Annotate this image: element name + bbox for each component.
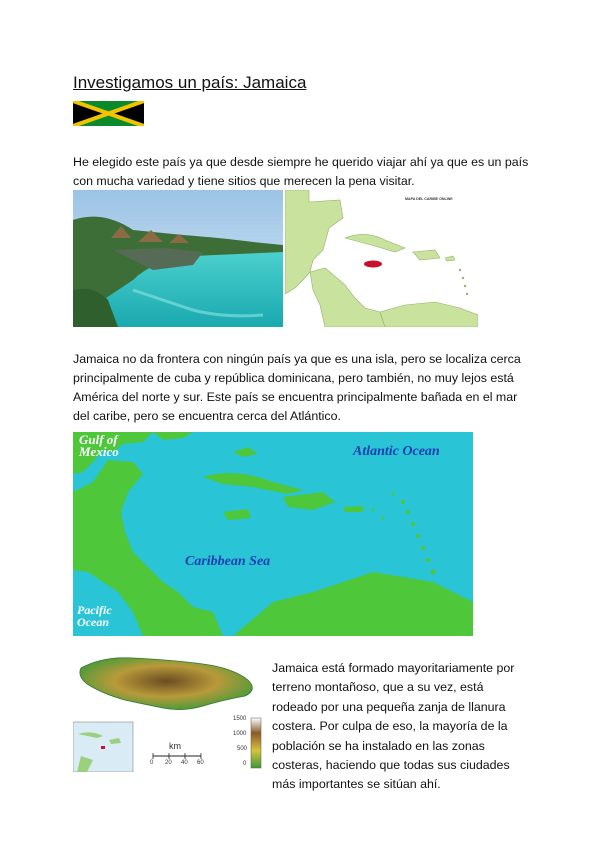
caribbean-location-map — [285, 190, 478, 327]
jamaica-relief-map — [73, 650, 265, 772]
scale-tick-20: 20 — [165, 760, 172, 766]
beach-photo — [73, 190, 283, 327]
geography-paragraph: Jamaica no da frontera con ningún país ya que es una isla, pero se localiza cerca principalmente de cuba y república dominicana, pero también, no muy lejos está América del norte y sur. Este país se encuentra principalmente bañada en el mar del caribe, pero se encuentra cerca del Atlántico. — [73, 352, 521, 423]
intro-paragraph: He elegido este país ya que desde siempre he querido viajar ahí ya que es un país con mucha variedad y tiene sitios que merecen la pena visitar. — [73, 155, 529, 188]
atlantic-ocean-label: Atlantic Ocean — [353, 444, 440, 459]
caribbean-sea-map — [73, 432, 473, 636]
legend-tick-0: 0 — [243, 761, 247, 767]
caribbean-sea-label: Caribbean Sea — [185, 554, 271, 569]
scale-tick-60: 60 — [197, 760, 204, 766]
legend-tick-500: 500 — [237, 746, 248, 752]
scale-unit-label: km — [169, 741, 181, 751]
jamaica-flag-image — [73, 101, 144, 126]
scale-tick-40: 40 — [181, 760, 188, 766]
legend-tick-1000: 1000 — [233, 731, 247, 737]
terrain-paragraph: Jamaica está formado mayoritariamente por terreno montañoso, que a su vez, está rodeado por una pequeña zanja de llanura costera. Por culpa de eso, la mayoría de la población se ha instalado en las zonas costeras, haciendo que todas sus ciudades más importantes se sitúan ahí. — [272, 661, 515, 792]
gulf-of-mexico-label: Gulf of Mexico — [79, 432, 119, 459]
location-map-caption: MAPA DEL CARIBE ONLINE — [405, 197, 453, 201]
scale-tick-0: 0 — [150, 760, 154, 766]
legend-tick-1500: 1500 — [233, 716, 247, 722]
pacific-ocean-label: Pacific Ocean — [77, 603, 112, 629]
page-title: Investigamos un país: Jamaica — [73, 73, 307, 92]
